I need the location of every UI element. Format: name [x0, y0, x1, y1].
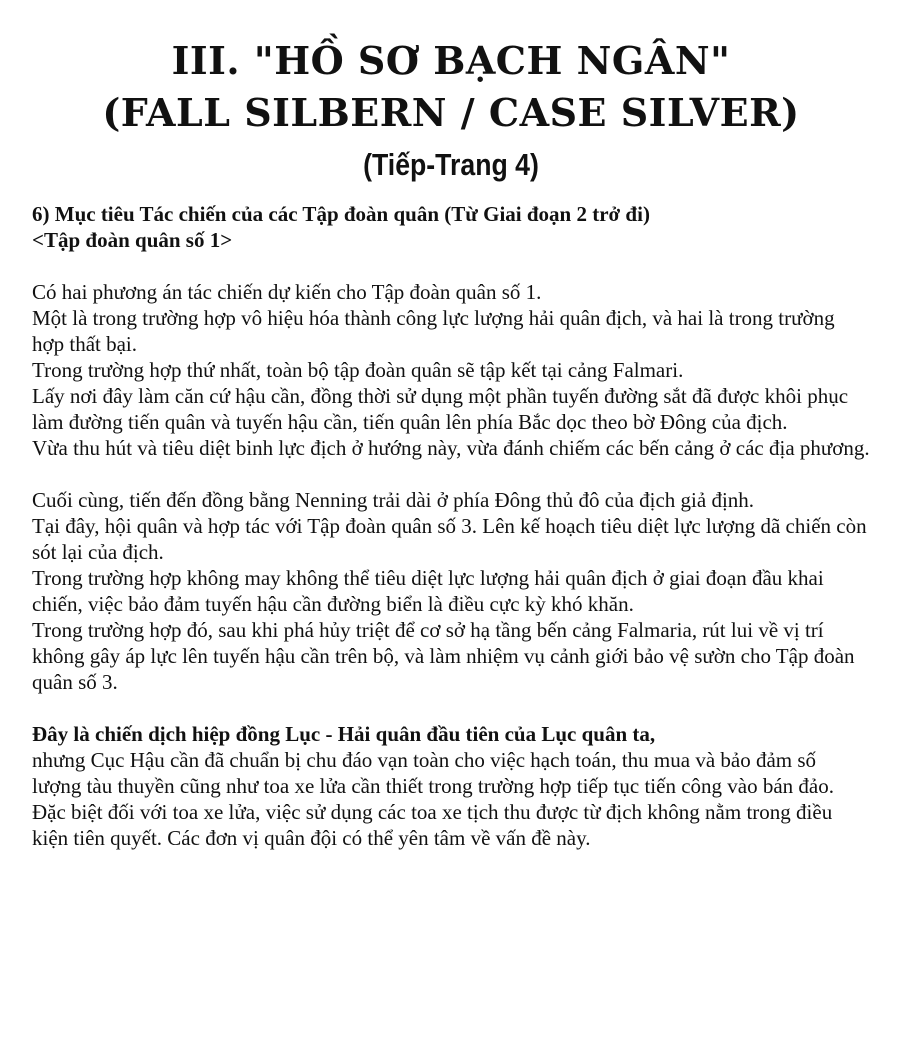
- title-line-2: (FALL SILBERN / CASE SILVER): [102, 90, 800, 135]
- paragraph-line: Cuối cùng, tiến đến đồng bằng Nenning trải dài ở phía Đông thủ đô của địch giả định.: [32, 488, 755, 512]
- paragraph-line: Đặc biệt đối với toa xe lửa, việc sử dụng các toa xe tịch thu được từ địch không nằm trong điều kiện tiên quyết. Các đơn vị quân đội có thể yên tâm về vấn đề này.: [32, 800, 833, 850]
- paragraph-line: Trong trường hợp đó, sau khi phá hủy triệt để cơ sở hạ tầng bến cảng Falmaria, rút lui về vị trí không gây áp lực lên tuyến hậu cần trên bộ, và làm nhiệm vụ cảnh giới bảo vệ sườn cho Tập đoàn quân số 3.: [32, 618, 855, 694]
- title-line-1: III. "HỒ SƠ BẠCH NGÂN": [171, 38, 731, 83]
- document-title: [32, 0, 870, 189]
- paragraph-gap: [32, 461, 870, 487]
- document-body: [32, 201, 870, 851]
- paragraph-gap: [32, 695, 870, 721]
- emphasis-line: Đây là chiến dịch hiệp đồng Lục - Hải quân đầu tiên của Lục quân ta,: [32, 722, 656, 746]
- title-page-indicator: (Tiếp-Trang 4): [363, 147, 539, 182]
- paragraph-line: Vừa thu hút và tiêu diệt binh lực địch ở hướng này, vừa đánh chiếm các bến cảng ở các địa phương.: [32, 436, 870, 460]
- paragraph-line: Trong trường hợp thứ nhất, toàn bộ tập đoàn quân sẽ tập kết tại cảng Falmari.: [32, 358, 684, 382]
- paragraph-line: Lấy nơi đây làm căn cứ hậu cần, đồng thời sử dụng một phần tuyến đường sắt đã được khôi phục làm đường tiến quân và tuyến hậu cần, tiến quân lên phía Bắc dọc theo bờ Đông của địch.: [32, 384, 849, 434]
- paragraph-gap: [32, 253, 870, 279]
- section-subheading: <Tập đoàn quân số 1>: [32, 228, 233, 252]
- paragraph-line: Trong trường hợp không may không thể tiêu diệt lực lượng hải quân địch ở giai đoạn đầu khai chiến, việc bảo đảm tuyến hậu cần đường biển là điều cực kỳ khó khăn.: [32, 566, 824, 616]
- paragraph-line: Tại đây, hội quân và hợp tác với Tập đoàn quân số 3. Lên kế hoạch tiêu diệt lực lượng dã chiến còn sót lại của địch.: [32, 514, 867, 564]
- paragraph-line: nhưng Cục Hậu cần đã chuẩn bị chu đáo vạn toàn cho việc hạch toán, thu mua và bảo đảm số lượng tàu thuyền cũng như toa xe lửa cần thiết trong trường hợp tiếp tục tiến công vào bán đảo.: [32, 748, 834, 798]
- section-heading: 6) Mục tiêu Tác chiến của các Tập đoàn quân (Từ Giai đoạn 2 trở đi): [32, 202, 650, 226]
- paragraph-line: Có hai phương án tác chiến dự kiến cho Tập đoàn quân số 1.: [32, 280, 542, 304]
- paragraph-line: Một là trong trường hợp vô hiệu hóa thành công lực lượng hải quân địch, và hai là trong trường hợp thất bại.: [32, 306, 835, 356]
